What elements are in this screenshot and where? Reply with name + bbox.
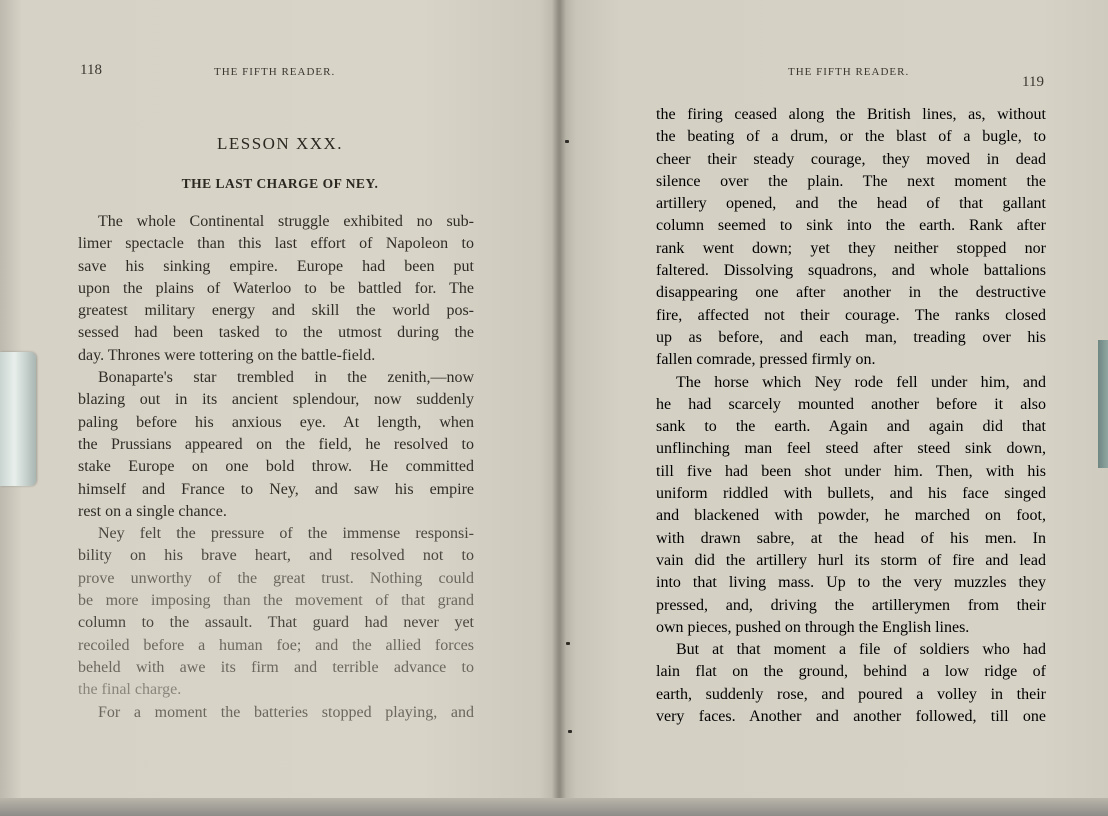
- text-line: into that living mass. Up to the very muzzles they: [656, 574, 1046, 592]
- lesson-title: LESSON XXX.: [216, 134, 344, 153]
- text-line: unflinching man feel steed after steed sink down,: [656, 440, 1046, 458]
- text-line: the beating of a drum, or the blast of a bugle, to: [656, 128, 1046, 146]
- binding-mark: [565, 140, 569, 143]
- right-running-head: THE FIFTH READER.: [788, 66, 910, 78]
- lesson-subtitle: THE LAST CHARGE OF NEY.: [181, 176, 379, 191]
- text-line: save his sinking empire. Europe had been put: [78, 257, 474, 275]
- text-line: earth, suddenly rose, and poured a volley in their: [656, 685, 1046, 703]
- binding-mark: [568, 730, 572, 733]
- text-line: For a moment the batteries stopped playing, and: [98, 703, 474, 721]
- text-line: recoiled before a human foe; and the allied forces: [78, 636, 474, 654]
- text-line: the final charge.: [78, 681, 182, 699]
- binding-mark: [566, 642, 570, 645]
- text-line: vain did the artillery hurl its storm of fire and lead: [656, 551, 1046, 569]
- text-line: column seemed to sink into the earth. Rank after: [656, 217, 1046, 235]
- text-line: sank to the earth. Again and again did that: [656, 418, 1046, 436]
- right-body-text: [656, 104, 1046, 728]
- text-line: day. Thrones were tottering on the battle-field.: [78, 346, 376, 364]
- text-line: rank went down; yet they neither stopped nor: [656, 239, 1046, 257]
- left-running-head: THE FIFTH READER.: [214, 66, 336, 78]
- text-line: The horse which Ney rode fell under him, and: [676, 373, 1046, 391]
- left-body-text: [78, 211, 474, 724]
- text-line: upon the plains of Waterloo to be battled for. The: [78, 279, 474, 297]
- text-line: uniform riddled with bullets, and his face singed: [656, 485, 1046, 503]
- text-line: silence over the plain. The next moment the: [656, 172, 1046, 190]
- right-page-number: 119: [1022, 74, 1044, 90]
- text-line: pressed, and, driving the artillerymen from their: [656, 596, 1046, 614]
- text-line: artillery opened, and the head of that gallant: [656, 195, 1046, 213]
- text-line: prove unworthy of the great trust. Nothing could: [78, 569, 474, 587]
- text-line: the Prussians appeared on the field, he resolved to: [78, 435, 474, 453]
- text-line: beheld with awe its firm and terrible advance to: [78, 658, 474, 676]
- text-line: lain flat on the ground, behind a low ridge of: [656, 663, 1046, 681]
- text-line: faltered. Dissolving squadrons, and whole battalions: [656, 262, 1046, 280]
- text-line: and blackened with powder, he marched on foot,: [656, 507, 1046, 525]
- text-line: Ney felt the pressure of the immense responsi-: [98, 525, 474, 543]
- text-line: blazing out in its ancient splendour, now suddenly: [78, 391, 474, 409]
- text-line: be more imposing than the movement of that grand: [78, 592, 474, 610]
- book-bottom-edge: [0, 798, 1108, 816]
- text-line: sessed had been tasked to the utmost during the: [78, 324, 474, 342]
- text-line: till five had been shot under him. Then, with his: [656, 462, 1046, 480]
- text-line: fallen comrade, pressed firmly on.: [656, 351, 876, 369]
- page-clip-right: [1098, 340, 1108, 468]
- text-line: limer spectacle than this last effort of Napoleon to: [78, 235, 474, 253]
- text-line: fire, affected not their courage. The ranks closed: [656, 306, 1046, 324]
- text-line: cheer their steady courage, they moved in dead: [656, 150, 1046, 168]
- text-line: the firing ceased along the British lines, as, without: [656, 106, 1046, 123]
- text-line: The whole Continental struggle exhibited no sub-: [98, 213, 474, 230]
- left-page-number: 118: [80, 62, 102, 78]
- text-line: up as before, and each man, treading over his: [656, 328, 1046, 346]
- text-line: bility on his brave heart, and resolved not to: [78, 547, 474, 565]
- text-line: column to the assault. That guard had never yet: [78, 614, 474, 632]
- text-line: stake Europe on one bold throw. He committed: [78, 458, 474, 476]
- text-line: But at that moment a file of soldiers who had: [676, 641, 1046, 659]
- text-line: paling before his anxious eye. At length, when: [78, 413, 474, 431]
- text-line: rest on a single chance.: [78, 502, 227, 520]
- page-clip-left: [0, 352, 36, 486]
- text-line: own pieces, pushed on through the English lines.: [656, 618, 970, 636]
- text-line: very faces. Another and another followed, till one: [656, 708, 1046, 726]
- text-line: with drawn sabre, at the head of his men. In: [656, 529, 1046, 547]
- text-line: disappearing one after another in the destructive: [656, 284, 1046, 302]
- text-line: himself and France to Ney, and saw his empire: [78, 480, 474, 498]
- text-line: Bonaparte's star trembled in the zenith,—now: [98, 369, 474, 387]
- book-gutter: [552, 0, 566, 812]
- text-line: he had scarcely mounted another before it also: [656, 395, 1046, 413]
- text-line: greatest military energy and skill the world pos-: [78, 302, 474, 320]
